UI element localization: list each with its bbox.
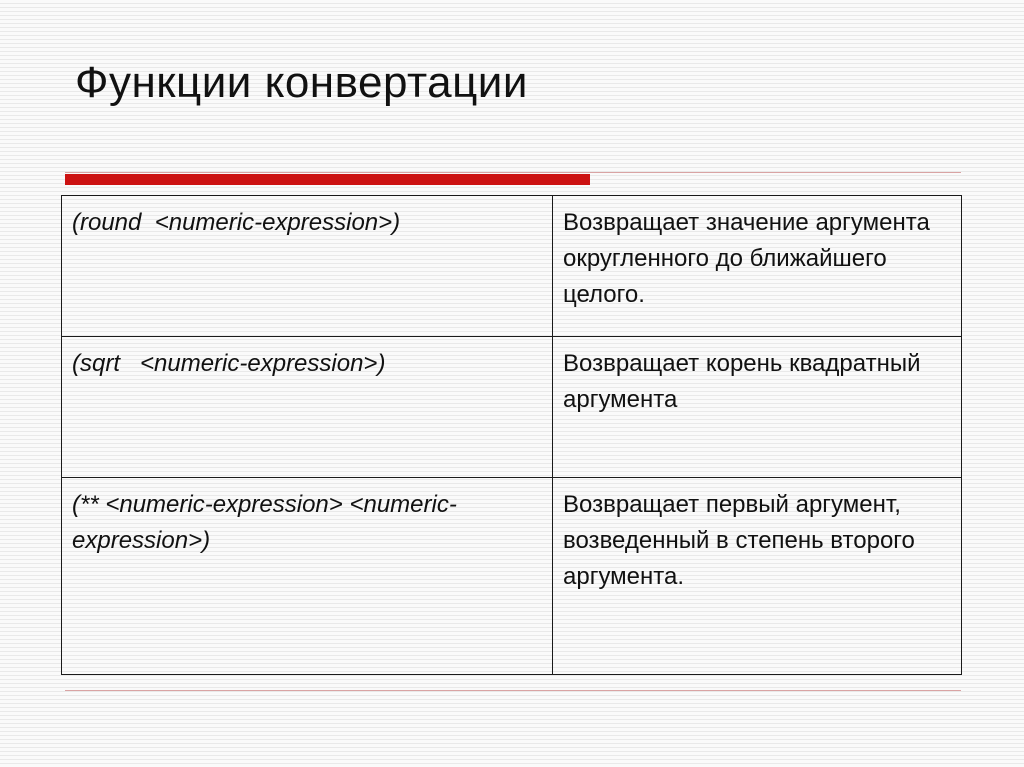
top-divider-line [65,172,961,173]
conversion-functions-table [61,195,962,675]
description-cell: Возвращает значение аргумента округленного до ближайшего целого. [553,196,962,337]
accent-bar [65,174,590,185]
table-row [62,196,962,337]
slide-title: Функции конвертации [75,58,528,107]
table-row [62,337,962,478]
expression-cell: (round <numeric-expression>) [62,196,553,337]
description-cell: Возвращает корень квадратный аргумента [553,337,962,478]
expression-cell: (** <numeric-expression> <numeric-expression>) [62,478,553,675]
description-cell: Возвращает первый аргумент, возведенный в степень второго аргумента. [553,478,962,675]
expression-cell: (sqrt <numeric-expression>) [62,337,553,478]
table-row [62,478,962,675]
bottom-divider-line [65,690,961,691]
